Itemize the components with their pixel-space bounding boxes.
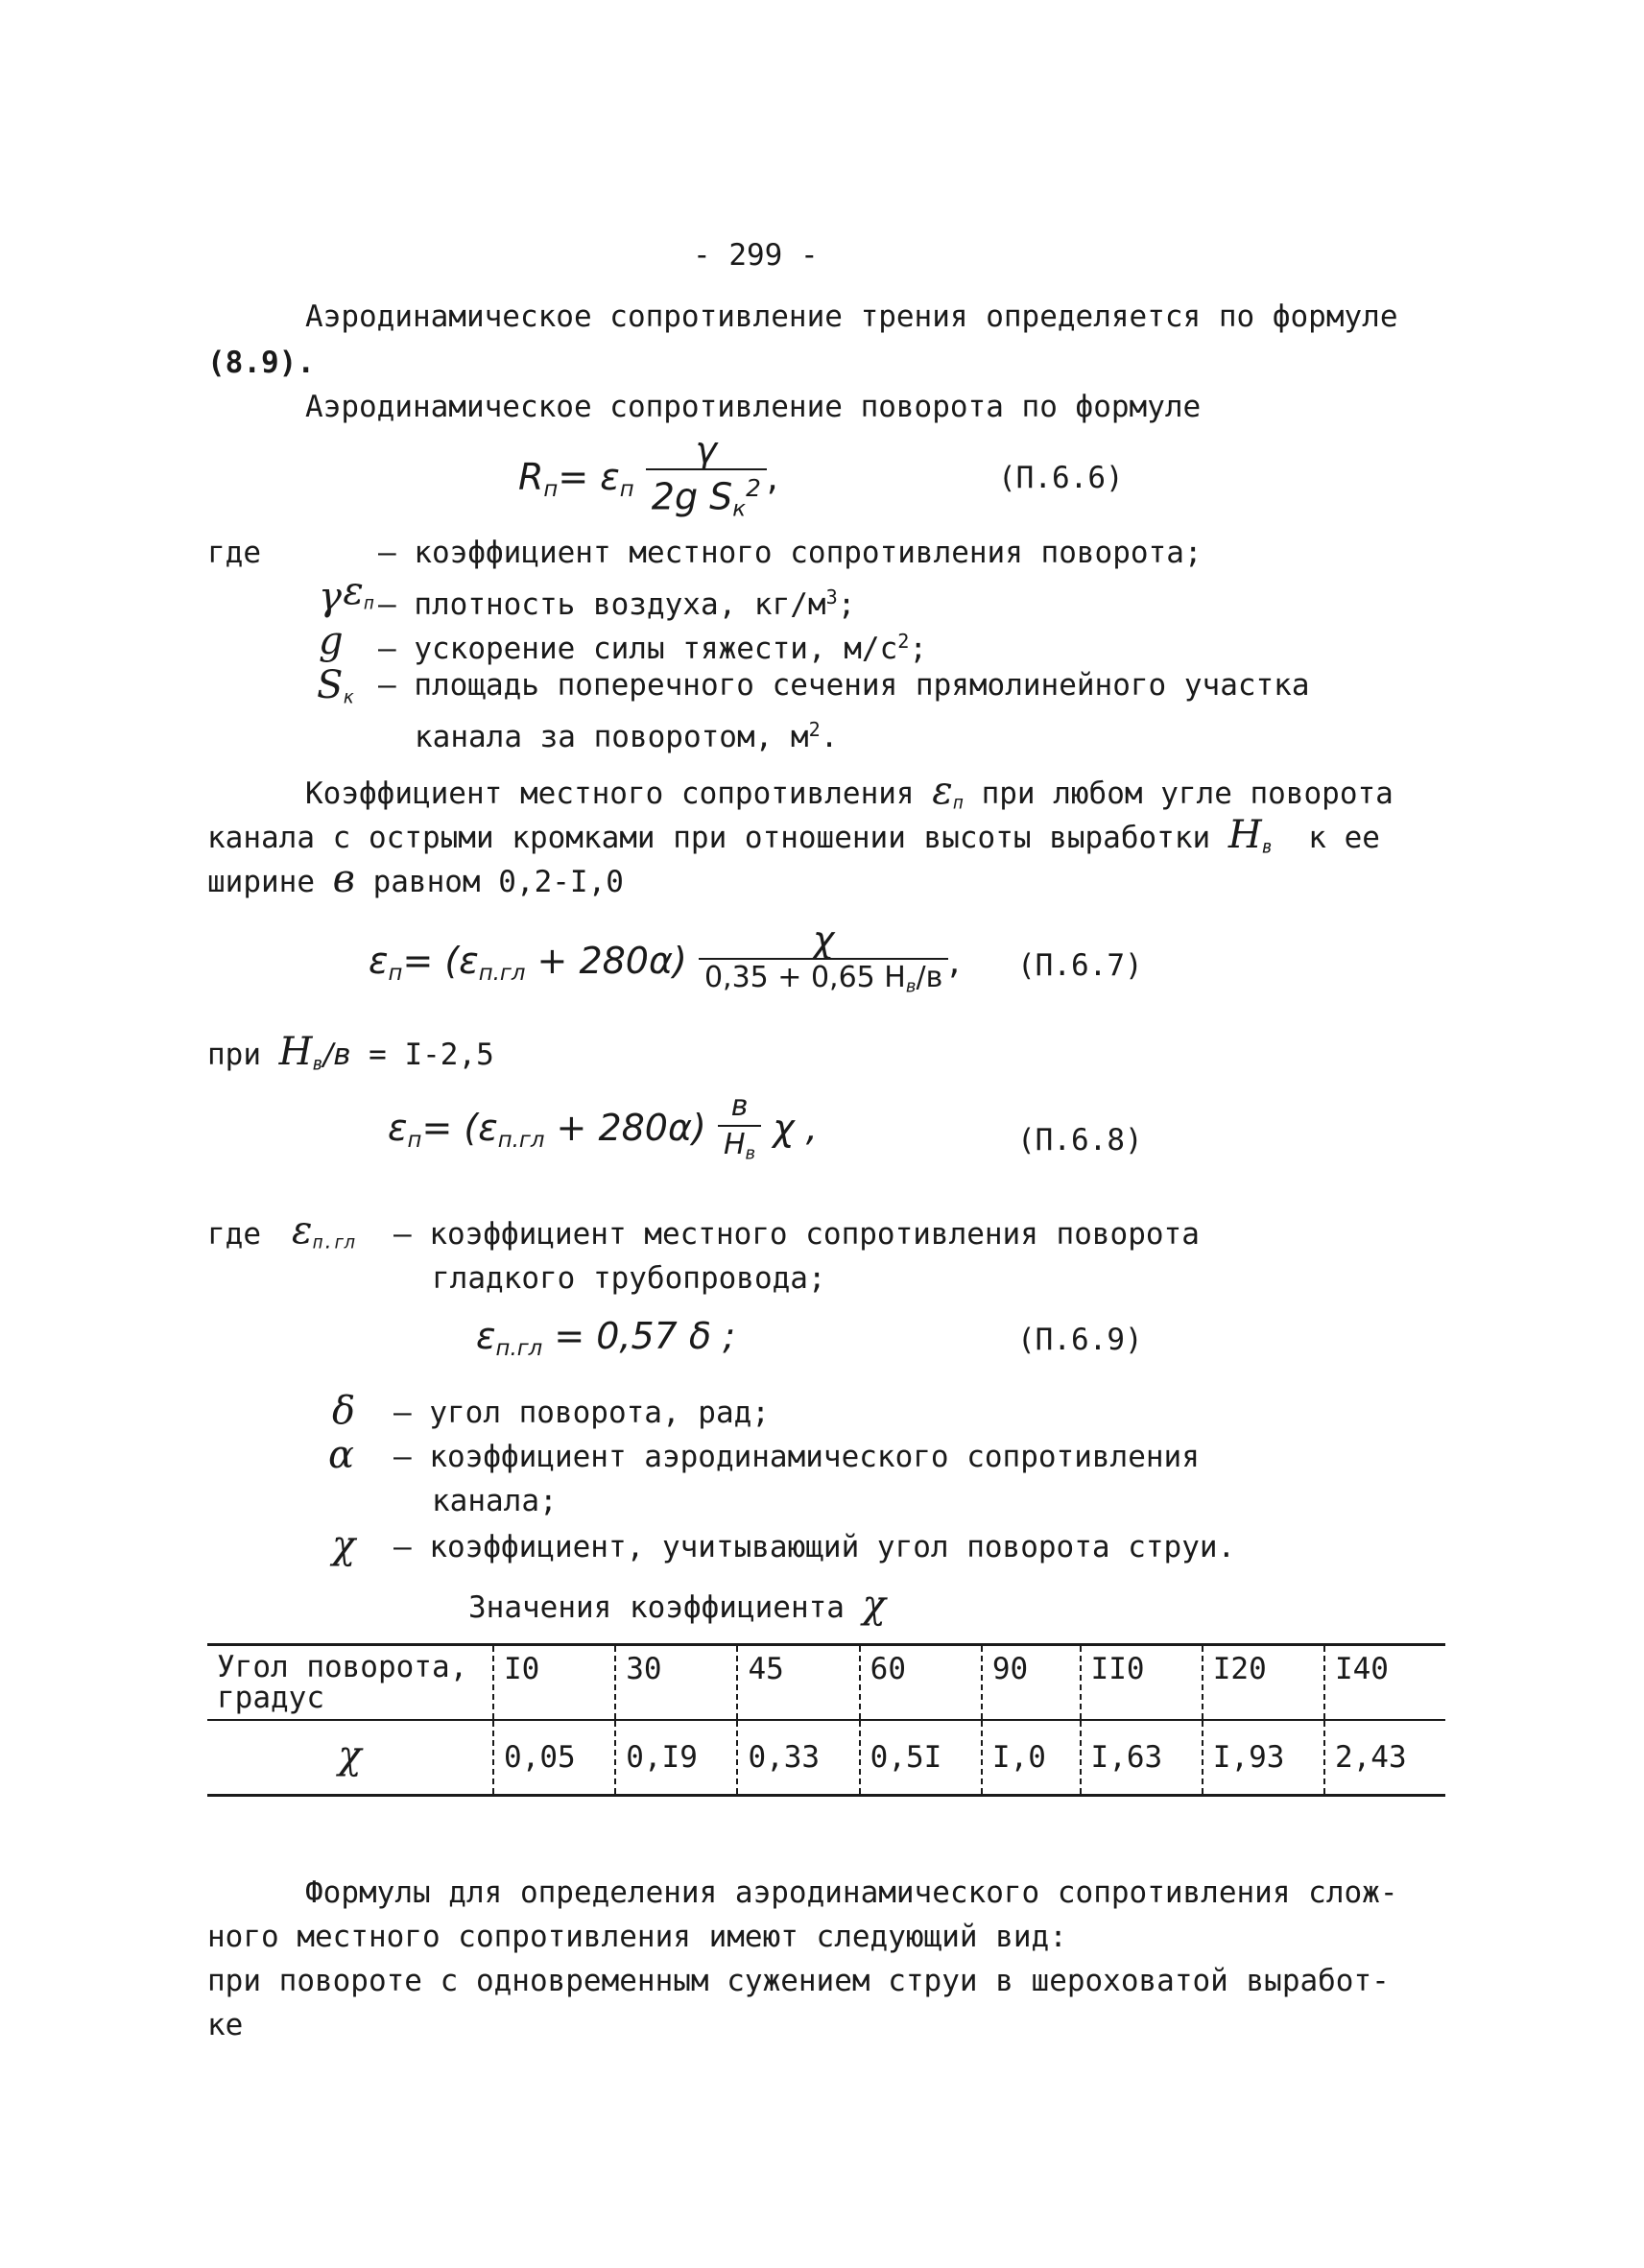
def-s-k: $S_к$ — [317, 663, 354, 708]
formula-label-p-6-9: (П.6.9) — [1017, 1323, 1143, 1357]
coefficient-table — [207, 1643, 1445, 1797]
paragraph-coef-1: Коэффициент местного сопротивления $\varepsilon_п$ при любом угле поворота — [305, 769, 1394, 814]
where-label-1: где — [207, 536, 261, 570]
table-cell-value: 0,33 — [737, 1720, 859, 1795]
formula-p-6-8: $\varepsilon_п= (\varepsilon_{п.гл} + 280\alpha)$ $\frac{в}{H_в}$ χ , — [388, 1088, 818, 1172]
def-g-text: – ускорение силы тяжести, $м/с^2$; — [378, 630, 928, 667]
paragraph-complex-2: ного местного сопротивления имеют следующий вид: — [207, 1920, 1067, 1954]
formula-p-6-6-fraction: $\frac{\gamma}{2g S_к^2}$ — [646, 432, 767, 527]
formula-label-p-6-6: (П.6.6) — [998, 461, 1124, 495]
def-delta: δ — [332, 1389, 356, 1433]
table-cell-angle: II0 — [1081, 1645, 1203, 1721]
table-row-label-chi: χ — [338, 1733, 362, 1779]
paragraph-friction: Аэродинамическое сопротивление трения определяется по формуле — [305, 299, 1398, 334]
formula-p-6-8-fraction: $\frac{в}{H_в}$ — [718, 1088, 761, 1172]
def-g: g — [319, 619, 344, 663]
table-cell-angle: 90 — [982, 1645, 1081, 1721]
formula-p-6-9: $\varepsilon_{п.гл} = 0,57$ δ ; — [476, 1315, 736, 1361]
table-row-angles — [207, 1645, 1445, 1721]
def-chi-text: – коэффициент, учитывающий угол поворота струи. — [393, 1530, 1236, 1564]
def-s-k-text-cont: канала за поворотом, $м^2$. — [415, 718, 839, 755]
def-chi: χ — [332, 1523, 356, 1567]
table-cell-angle: I40 — [1324, 1645, 1445, 1721]
where-label-2: где — [207, 1217, 261, 1252]
paragraph-turn: Аэродинамическое сопротивление поворота по формуле — [305, 390, 1202, 424]
formula-p-6-7-fraction: $\frac{\chi}{0,35 + 0,65 H_в/в}$ — [699, 921, 948, 1005]
def-gamma-text: – плотность воздуха, $кг/м^3$; — [378, 585, 856, 623]
def-epsilon-p-text: – коэффициент местного сопротивления поворота; — [378, 536, 1203, 570]
table-cell-angle: I0 — [493, 1645, 615, 1721]
def-epsilon-p: $\varepsilon_п$ — [343, 569, 374, 614]
paragraph-friction-ref: (8.9). — [207, 346, 315, 380]
table-cell-value: I,0 — [982, 1720, 1081, 1795]
table-cell-value: 0,I9 — [615, 1720, 737, 1795]
table-cell-value: I,93 — [1203, 1720, 1324, 1795]
def-epsilon-p-gl-cont: гладкого трубопровода; — [432, 1261, 826, 1296]
table-cell-value: I,63 — [1081, 1720, 1203, 1795]
page-number: - 299 - — [693, 238, 819, 273]
def-delta-text: – угол поворота, рад; — [393, 1396, 770, 1430]
paragraph-coef-2: канала с острыми кромками при отношении высоты выработки $H_в$ к ее — [207, 813, 1380, 858]
def-alpha: α — [328, 1433, 355, 1477]
table-cell-value: 0,5I — [860, 1720, 982, 1795]
table-cell-angle: 45 — [737, 1645, 859, 1721]
def-alpha-text-cont: канала; — [432, 1484, 558, 1518]
table-cell-value: 0,05 — [493, 1720, 615, 1795]
formula-label-p-6-7: (П.6.7) — [1017, 948, 1143, 983]
table-cell-angle: I20 — [1203, 1645, 1324, 1721]
formula-label-p-6-8: (П.6.8) — [1017, 1123, 1143, 1158]
paragraph-complex-3: при повороте с одновременным сужением струи в шероховатой выработ- — [207, 1964, 1390, 1998]
condition-hb-b: при $H_в/в = I-2,5$ — [207, 1030, 494, 1075]
def-gamma: γ — [319, 575, 342, 619]
formula-p-6-7: $\varepsilon_п= (\varepsilon_{п.гл} + 280\alpha)$ $\frac{\chi}{0,35 + 0,65 H_в/в}$ , — [369, 921, 960, 1005]
table-cell-angle: 30 — [615, 1645, 737, 1721]
table-cell-angle: 60 — [860, 1645, 982, 1721]
paragraph-coef-3: ширине в равном 0,2-I,0 — [207, 857, 624, 901]
table-row-values — [207, 1720, 1445, 1795]
table-caption: Значения коэффициента χ — [468, 1583, 886, 1627]
def-s-k-text: – площадь поперечного сечения прямолинейного участка — [378, 668, 1310, 703]
table-header-label: Угол поворота, градус — [207, 1645, 493, 1721]
formula-p-6-6: $R_п= \varepsilon_п$ $\frac{\gamma}{2g S_к^2}$ , — [518, 432, 778, 527]
table-cell-value: 2,43 — [1324, 1720, 1445, 1795]
paragraph-complex-4: ке — [207, 2008, 244, 2042]
def-epsilon-p-gl: $\varepsilon_{п.гл}$ — [292, 1208, 356, 1253]
def-epsilon-p-gl-text: – коэффициент местного сопротивления поворота — [393, 1217, 1200, 1252]
def-alpha-text: – коэффициент аэродинамического сопротивления — [393, 1440, 1200, 1474]
paragraph-complex-1: Формулы для определения аэродинамического сопротивления слож- — [305, 1875, 1398, 1910]
